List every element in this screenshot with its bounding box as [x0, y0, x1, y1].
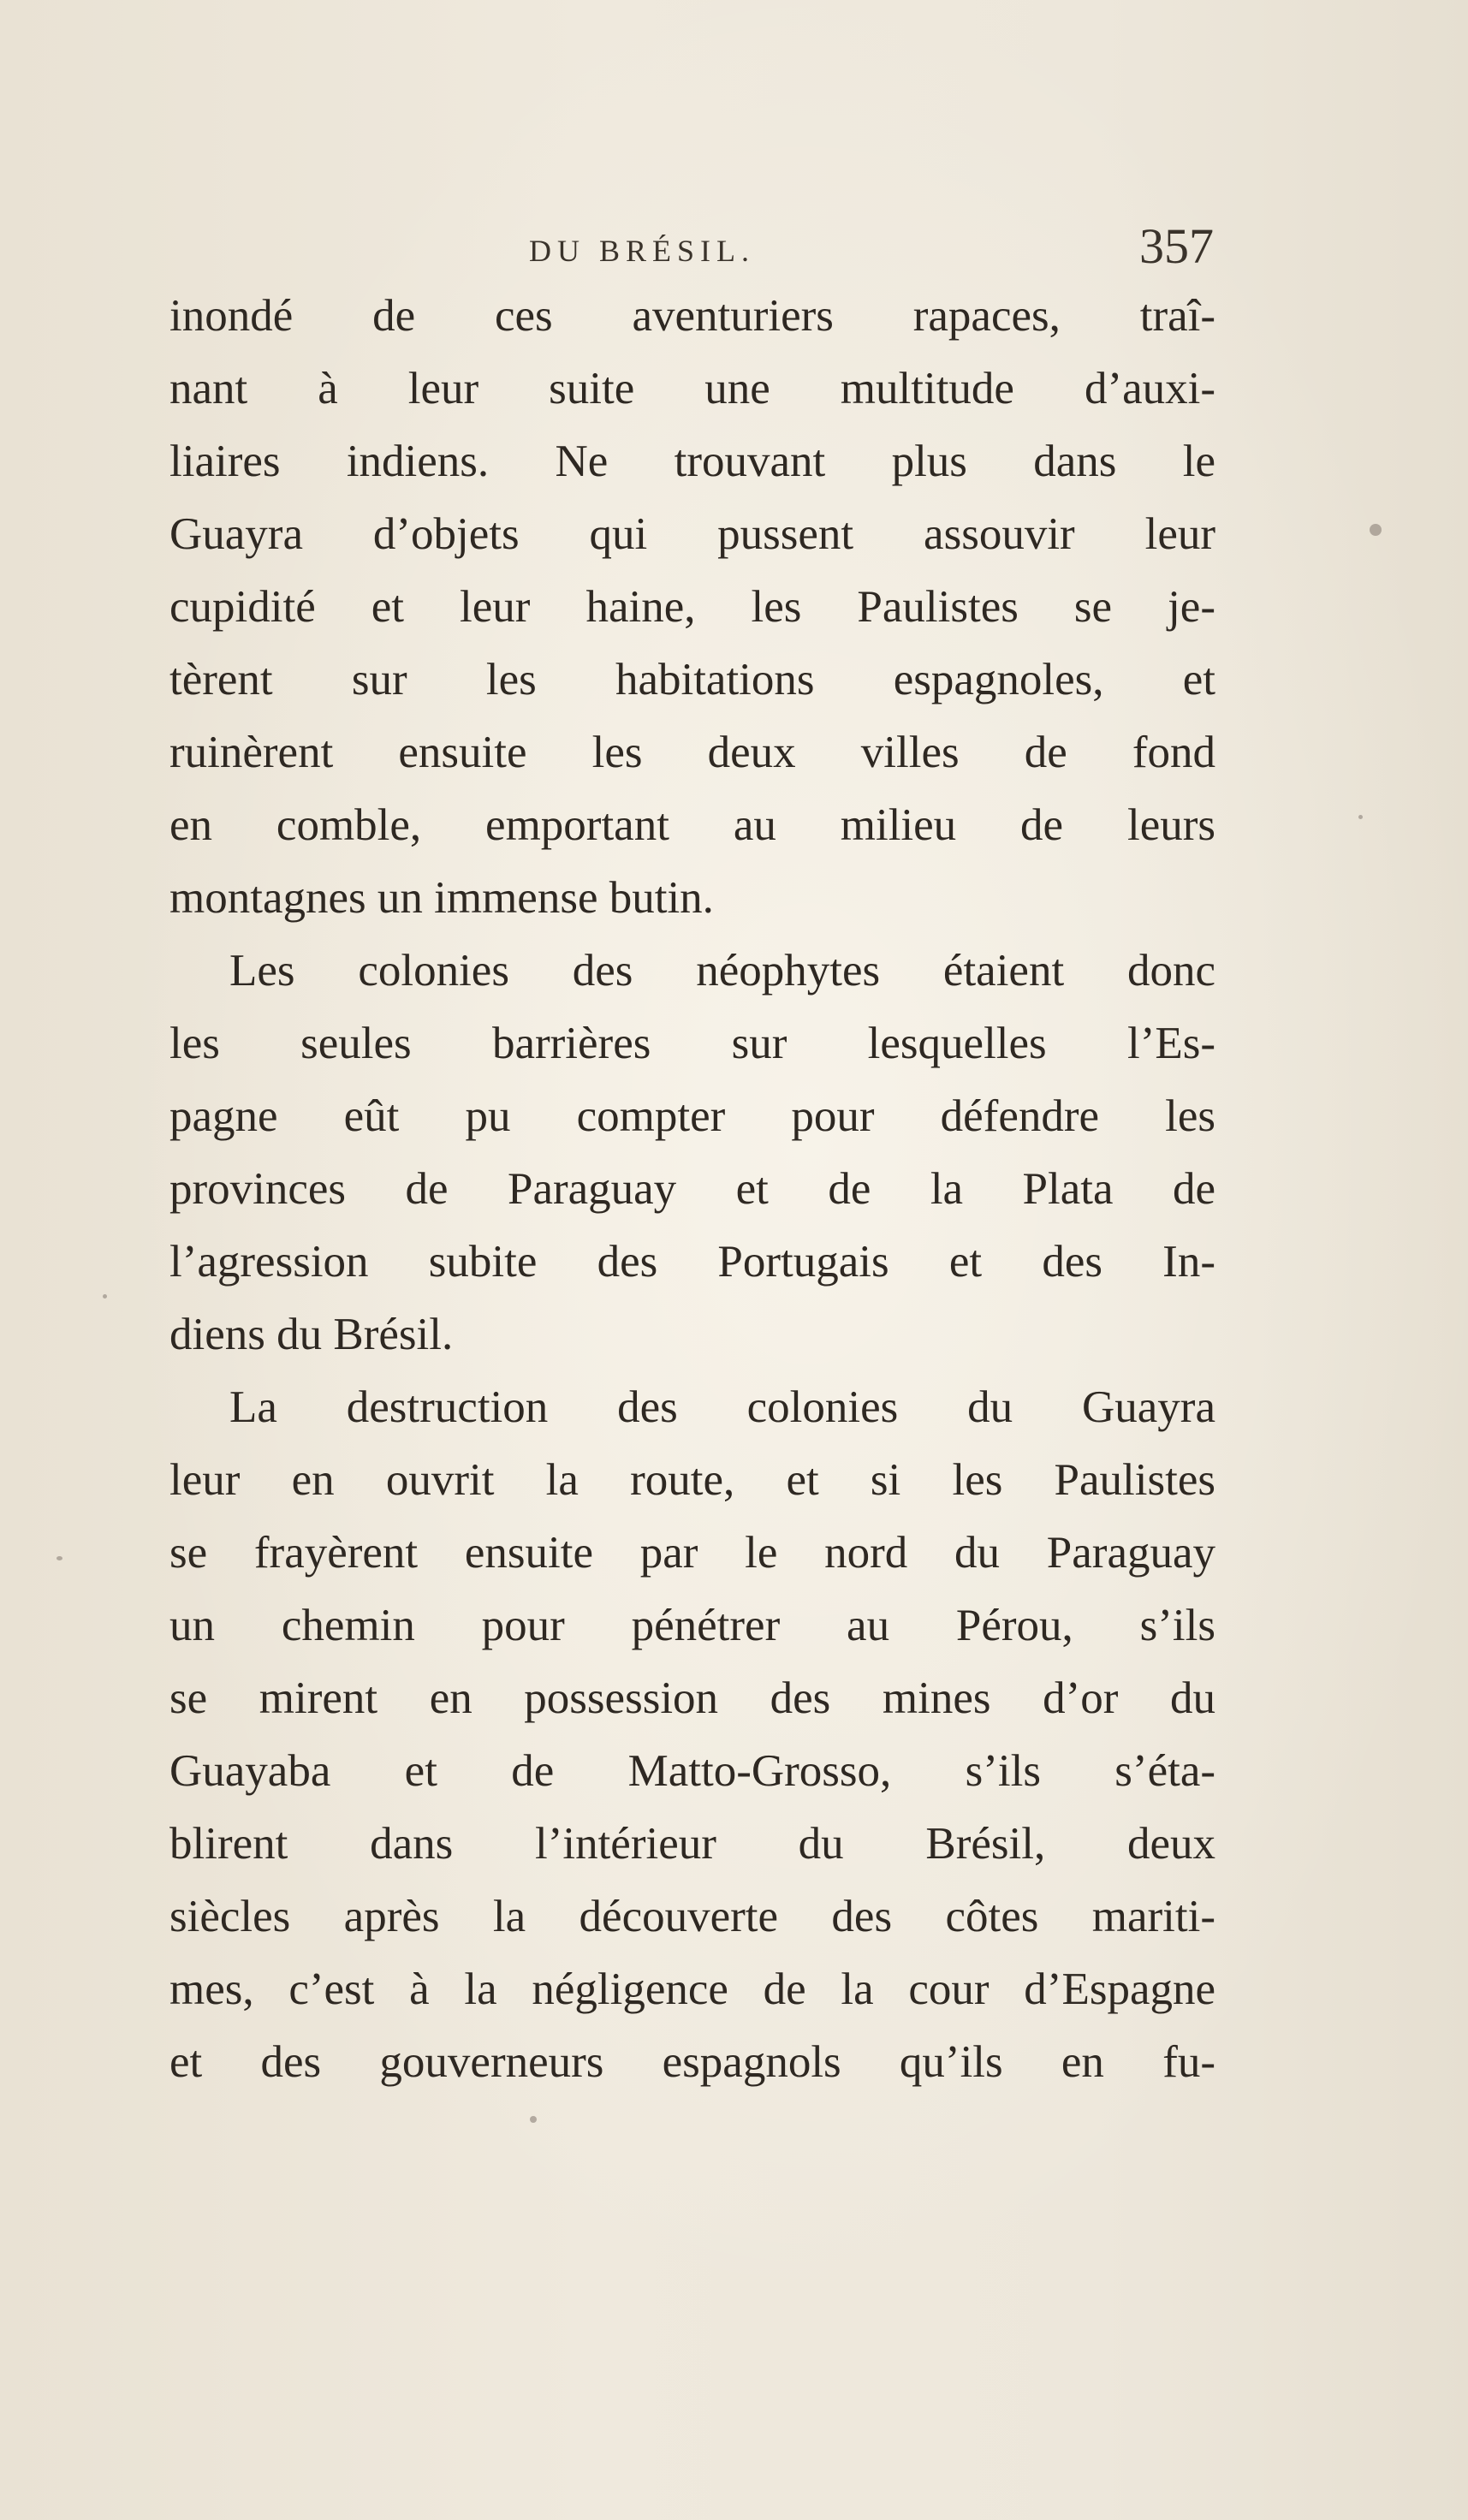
paragraph-first-line: Les colonies des néophytes étaient donc: [229, 946, 1215, 996]
text-line: un chemin pour pénétrer au Pérou, s’ils: [169, 1601, 1215, 1650]
body-text: [169, 280, 1215, 2099]
text-line: liaires indiens. Ne trouvant plus dans le: [169, 437, 1215, 486]
text-line: les seules barrières sur lesquelles l’Es-: [169, 1019, 1215, 1068]
paper-speck: [530, 2116, 537, 2123]
text-line: siècles après la découverte des côtes mariti-: [169, 1892, 1215, 1941]
page-number: 357: [1139, 218, 1214, 274]
paper-speck: [1358, 815, 1363, 819]
paper-speck: [56, 1556, 62, 1560]
text-line: en comble, emportant au milieu de leurs: [169, 800, 1215, 850]
text-line: nant à leur suite une multitude d’auxi-: [169, 364, 1215, 413]
text-line: mes, c’est à la négligence de la cour d’Espagne: [169, 1964, 1215, 2014]
running-head: [169, 218, 1214, 276]
text-line: Guayaba et de Matto-Grosso, s’ils s’éta-: [169, 1746, 1215, 1796]
text-line: tèrent sur les habitations espagnoles, et: [169, 655, 1215, 704]
text-line: inondé de ces aventuriers rapaces, traî-: [169, 291, 1215, 341]
text-line: provinces de Paraguay et de la Plata de: [169, 1164, 1215, 1214]
paper-speck: [1370, 524, 1382, 536]
text-line: pagne eût pu compter pour défendre les: [169, 1091, 1215, 1141]
text-line: leur en ouvrit la route, et si les Paulistes: [169, 1455, 1215, 1505]
text-line: l’agression subite des Portugais et des In-: [169, 1237, 1215, 1287]
text-line: et des gouverneurs espagnols qu’ils en fu-: [169, 2037, 1215, 2087]
text-line: montagnes un immense butin.: [169, 873, 714, 923]
text-line: diens du Brésil.: [169, 1310, 454, 1359]
text-line: cupidité et leur haine, les Paulistes se je-: [169, 582, 1215, 632]
running-head-title: DU BRÉSIL.: [529, 234, 756, 268]
text-line: blirent dans l’intérieur du Brésil, deux: [169, 1819, 1215, 1869]
text-line: se frayèrent ensuite par le nord du Paraguay: [169, 1528, 1215, 1578]
text-line: ruinèrent ensuite les deux villes de fond: [169, 728, 1215, 777]
text-line: se mirent en possession des mines d’or du: [169, 1673, 1215, 1723]
paper-speck: [103, 1294, 107, 1299]
text-line: Guayra d’objets qui pussent assouvir leur: [169, 509, 1215, 559]
paragraph-first-line: La destruction des colonies du Guayra: [229, 1382, 1215, 1432]
